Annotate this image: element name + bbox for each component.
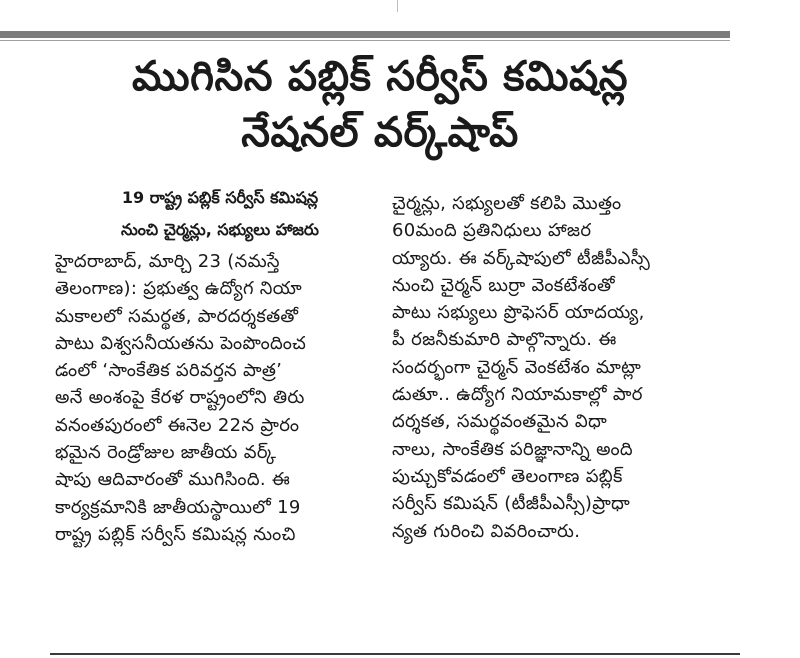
article-subheadline <box>55 182 385 246</box>
body-line: 60మంది ప్రతినిధులు హాజర <box>392 220 592 242</box>
article-headline <box>40 48 720 160</box>
body-line: సర్వీస్ కమిషన్ (టీజీపీఎస్సీ)ప్రాధా <box>392 493 631 515</box>
subheadline-line-2: నుంచి చైర్మన్లు, సభ్యులు హాజరు <box>121 220 319 239</box>
body-line: నాలు, సాంకేతిక పరిజ్ఞానాన్ని అంది <box>392 438 633 460</box>
headline-line-2: నేషనల్ వర్క్‌షాప్ <box>241 108 519 156</box>
body-line: మకాలలో సమర్థత, పారదర్శకతతో <box>55 305 299 327</box>
body-line: పీ రజనీకుమారి పాల్గొన్నారు. ఈ <box>392 329 617 351</box>
body-line: నుంచి చైర్మన్ బుర్రా వెంకటేశంతో <box>392 274 615 296</box>
header-rule-thick <box>0 31 730 38</box>
body-line: య్యారు. ఈ వర్క్‌షాపులో టీజీపీఎస్సీ <box>392 247 651 269</box>
body-line: పుచ్చుకోవడంలో తెలంగాణ పబ్లిక్ <box>392 465 623 487</box>
top-divider-tick <box>397 0 398 12</box>
body-line: పాటు సభ్యులు ప్రొఫెసర్ యాదయ్య, <box>392 302 645 324</box>
body-line: చైర్మన్లు, సభ్యులతో కలిపి మొత్తం <box>392 193 622 214</box>
body-line: తెలంగాణ): ప్రభుత్వ ఉద్యోగ నియా <box>55 278 302 300</box>
article-body-left-column <box>55 248 385 548</box>
body-line: సందర్భంగా చైర్మన్ వెంకటేశం మాట్లా <box>392 356 642 378</box>
body-line: అనే అంశంపై కేరళ రాష్ట్రంలోని తిరు <box>55 387 305 409</box>
body-line: కార్యక్రమానికి జాతీయస్థాయిలో 19 <box>55 496 301 518</box>
body-line: హైదరాబాద్, మార్చి 23 (నమస్తే <box>55 251 280 272</box>
body-line: దర్శకత, సమర్థవంతమైన విధా <box>392 411 608 433</box>
headline-line-1: ముగిసిన పబ్లిక్ సర్వీస్ కమిషన్ల <box>132 52 628 100</box>
body-line: షాపు ఆదివారంతో ముగిసింది. ఈ <box>55 469 291 491</box>
body-line: డుతూ.. ఉద్యోగ నియామకాల్లో పార <box>392 384 643 406</box>
body-line: న్యత గురించి వివరించారు. <box>392 520 581 542</box>
body-line: డంలో ‘సాంకేతిక పరివర్తన పాత్ర’ <box>55 360 283 382</box>
header-rule-thin <box>0 40 730 41</box>
body-line: భమైన రెండ్రోజుల జాతీయ వర్క్ <box>55 442 277 464</box>
body-line: వనంతపురంలో ఈనెల 22న ప్రారం <box>55 414 300 436</box>
body-line: పాటు విశ్వసనీయతను పెంపొందించ <box>55 332 307 354</box>
article-body-right-column <box>392 190 722 545</box>
footer-rule <box>50 653 740 655</box>
body-line: రాష్ట్ర పబ్లిక్ సర్వీస్ కమిషన్ల నుంచి <box>55 523 296 545</box>
subheadline-line-1: 19 రాష్ట్ర పబ్లిక్ సర్వీస్ కమిషన్ల <box>121 188 319 207</box>
